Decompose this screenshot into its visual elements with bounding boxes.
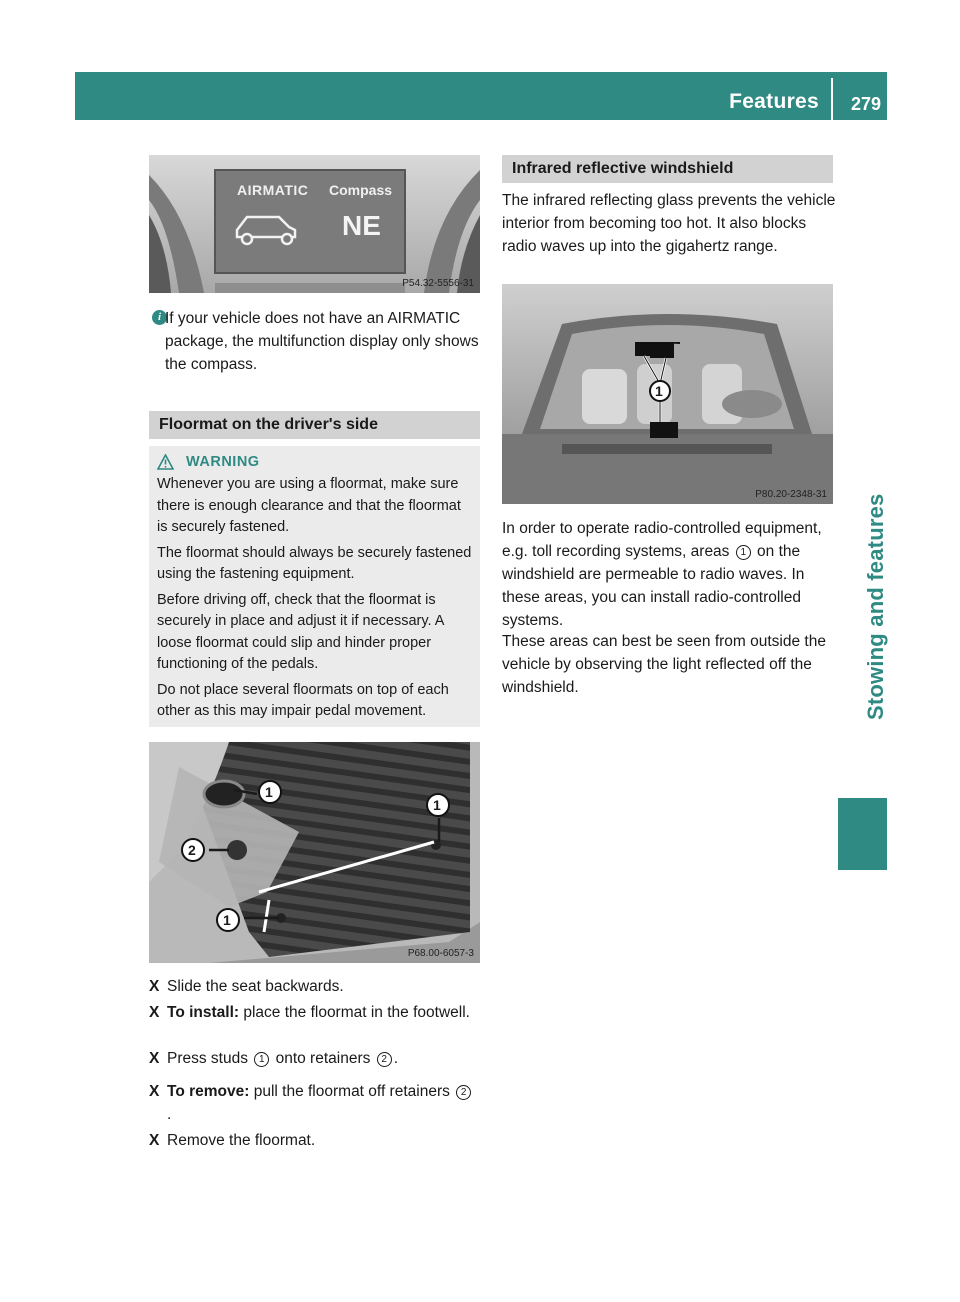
info-note: If your vehicle does not have an AIRMATIC package, the multifunction display only shows the compass. [165,310,479,373]
step-text-part: onto retainers [271,1050,375,1067]
callout-number: 1 [223,912,231,928]
image-code: P68.00-6057-3 [407,948,474,959]
page-header [75,72,887,120]
warning-title [157,454,472,470]
step-text [167,1047,477,1070]
chapter-tab-label [845,450,888,720]
warning-paragraph: Do not place several floormats on top of each other as this may impair pedal movement. [157,681,449,719]
paragraph-part: In order to operate radio-controlled equipment, e.g. toll recording systems, areas [502,520,822,560]
callout-number: 1 [655,383,663,399]
step-item [149,975,480,998]
compass-label: Compass [329,182,393,198]
chapter-tab-text: Stowing and features [863,493,888,720]
step-text-part: . [393,1050,398,1067]
step-marker: X [149,978,160,995]
step-item [149,1047,480,1070]
step-item [149,1080,480,1126]
callout-number: 1 [433,797,441,813]
info-icon: i [152,310,167,325]
callout-number: 1 [265,784,273,800]
page-number: 279 [850,94,881,114]
compass-display-image [149,155,480,293]
windshield-paragraph [502,517,836,632]
step-text-part: Press studs [167,1050,253,1067]
callout-ref: 2 [377,1052,392,1067]
warning-title-text: WARNING [186,454,260,470]
warning-box [149,446,480,727]
step-marker: X [149,1050,160,1067]
page-title: Features [729,90,819,113]
step-text: Slide the seat backwards. [167,978,344,995]
section-title-windshield: Infrared reflective windshield [502,155,833,183]
step-text: Remove the floormat. [167,1132,316,1149]
compass-display-illustration [149,155,480,293]
windshield-image [502,284,833,504]
airmatic-label: AIRMATIC [237,182,309,198]
windshield-intro: The infrared reflecting glass prevents the vehicle interior from becoming too hot. It also blocks radio waves up into the gigahertz range. [502,192,836,255]
chapter-tab [838,120,887,1135]
step-item [149,1129,480,1152]
step-emphasis: To install: [167,1004,240,1021]
section-title-floormat: Floormat on the driver's side [149,411,480,439]
step-text-part: . [167,1106,172,1123]
step-marker: X [149,1132,160,1149]
callout-number: 2 [188,842,196,858]
warning-paragraph: Whenever you are using a floormat, make sure there is enough clearance and that the floormat is securely fastened. [157,476,461,535]
compass-heading: NE [342,210,381,241]
step-marker: X [149,1083,160,1100]
step-marker: X [149,1004,160,1021]
callout-ref: 2 [456,1085,471,1100]
windshield-illustration [502,284,833,504]
warning-paragraph: Before driving off, check that the floormat is securely in place and adjust it if necessary. A loose floormat could slip and hinder proper functioning of the pedals. [157,591,444,672]
callout-ref: 1 [254,1052,269,1067]
callout-ref: 1 [736,545,751,560]
step-emphasis: To remove: [167,1083,250,1100]
warning-icon [157,454,174,470]
image-code: P54.32-5556-31 [402,278,474,289]
paragraph-part: on the windshield are permeable to radio waves. In these areas, you can install radio-controlled systems. [502,543,805,629]
floormat-image [149,742,480,963]
windshield-paragraph: These areas can best be seen from outside the vehicle by observing the light reflected off the windshield. [502,633,826,696]
step-text-rest: place the floormat in the footwell. [239,1004,470,1021]
chapter-tab-marker [838,798,887,870]
warning-paragraph: The floormat should always be securely fastened using the fastening equipment. [157,544,472,582]
step-text [167,1080,477,1126]
step-item [149,1001,480,1047]
image-code: P80.20-2348-31 [755,489,827,500]
step-text [167,1001,477,1024]
header-divider [831,78,833,120]
step-text-rest: pull the floormat off retainers [249,1083,455,1100]
floormat-illustration [149,742,480,963]
